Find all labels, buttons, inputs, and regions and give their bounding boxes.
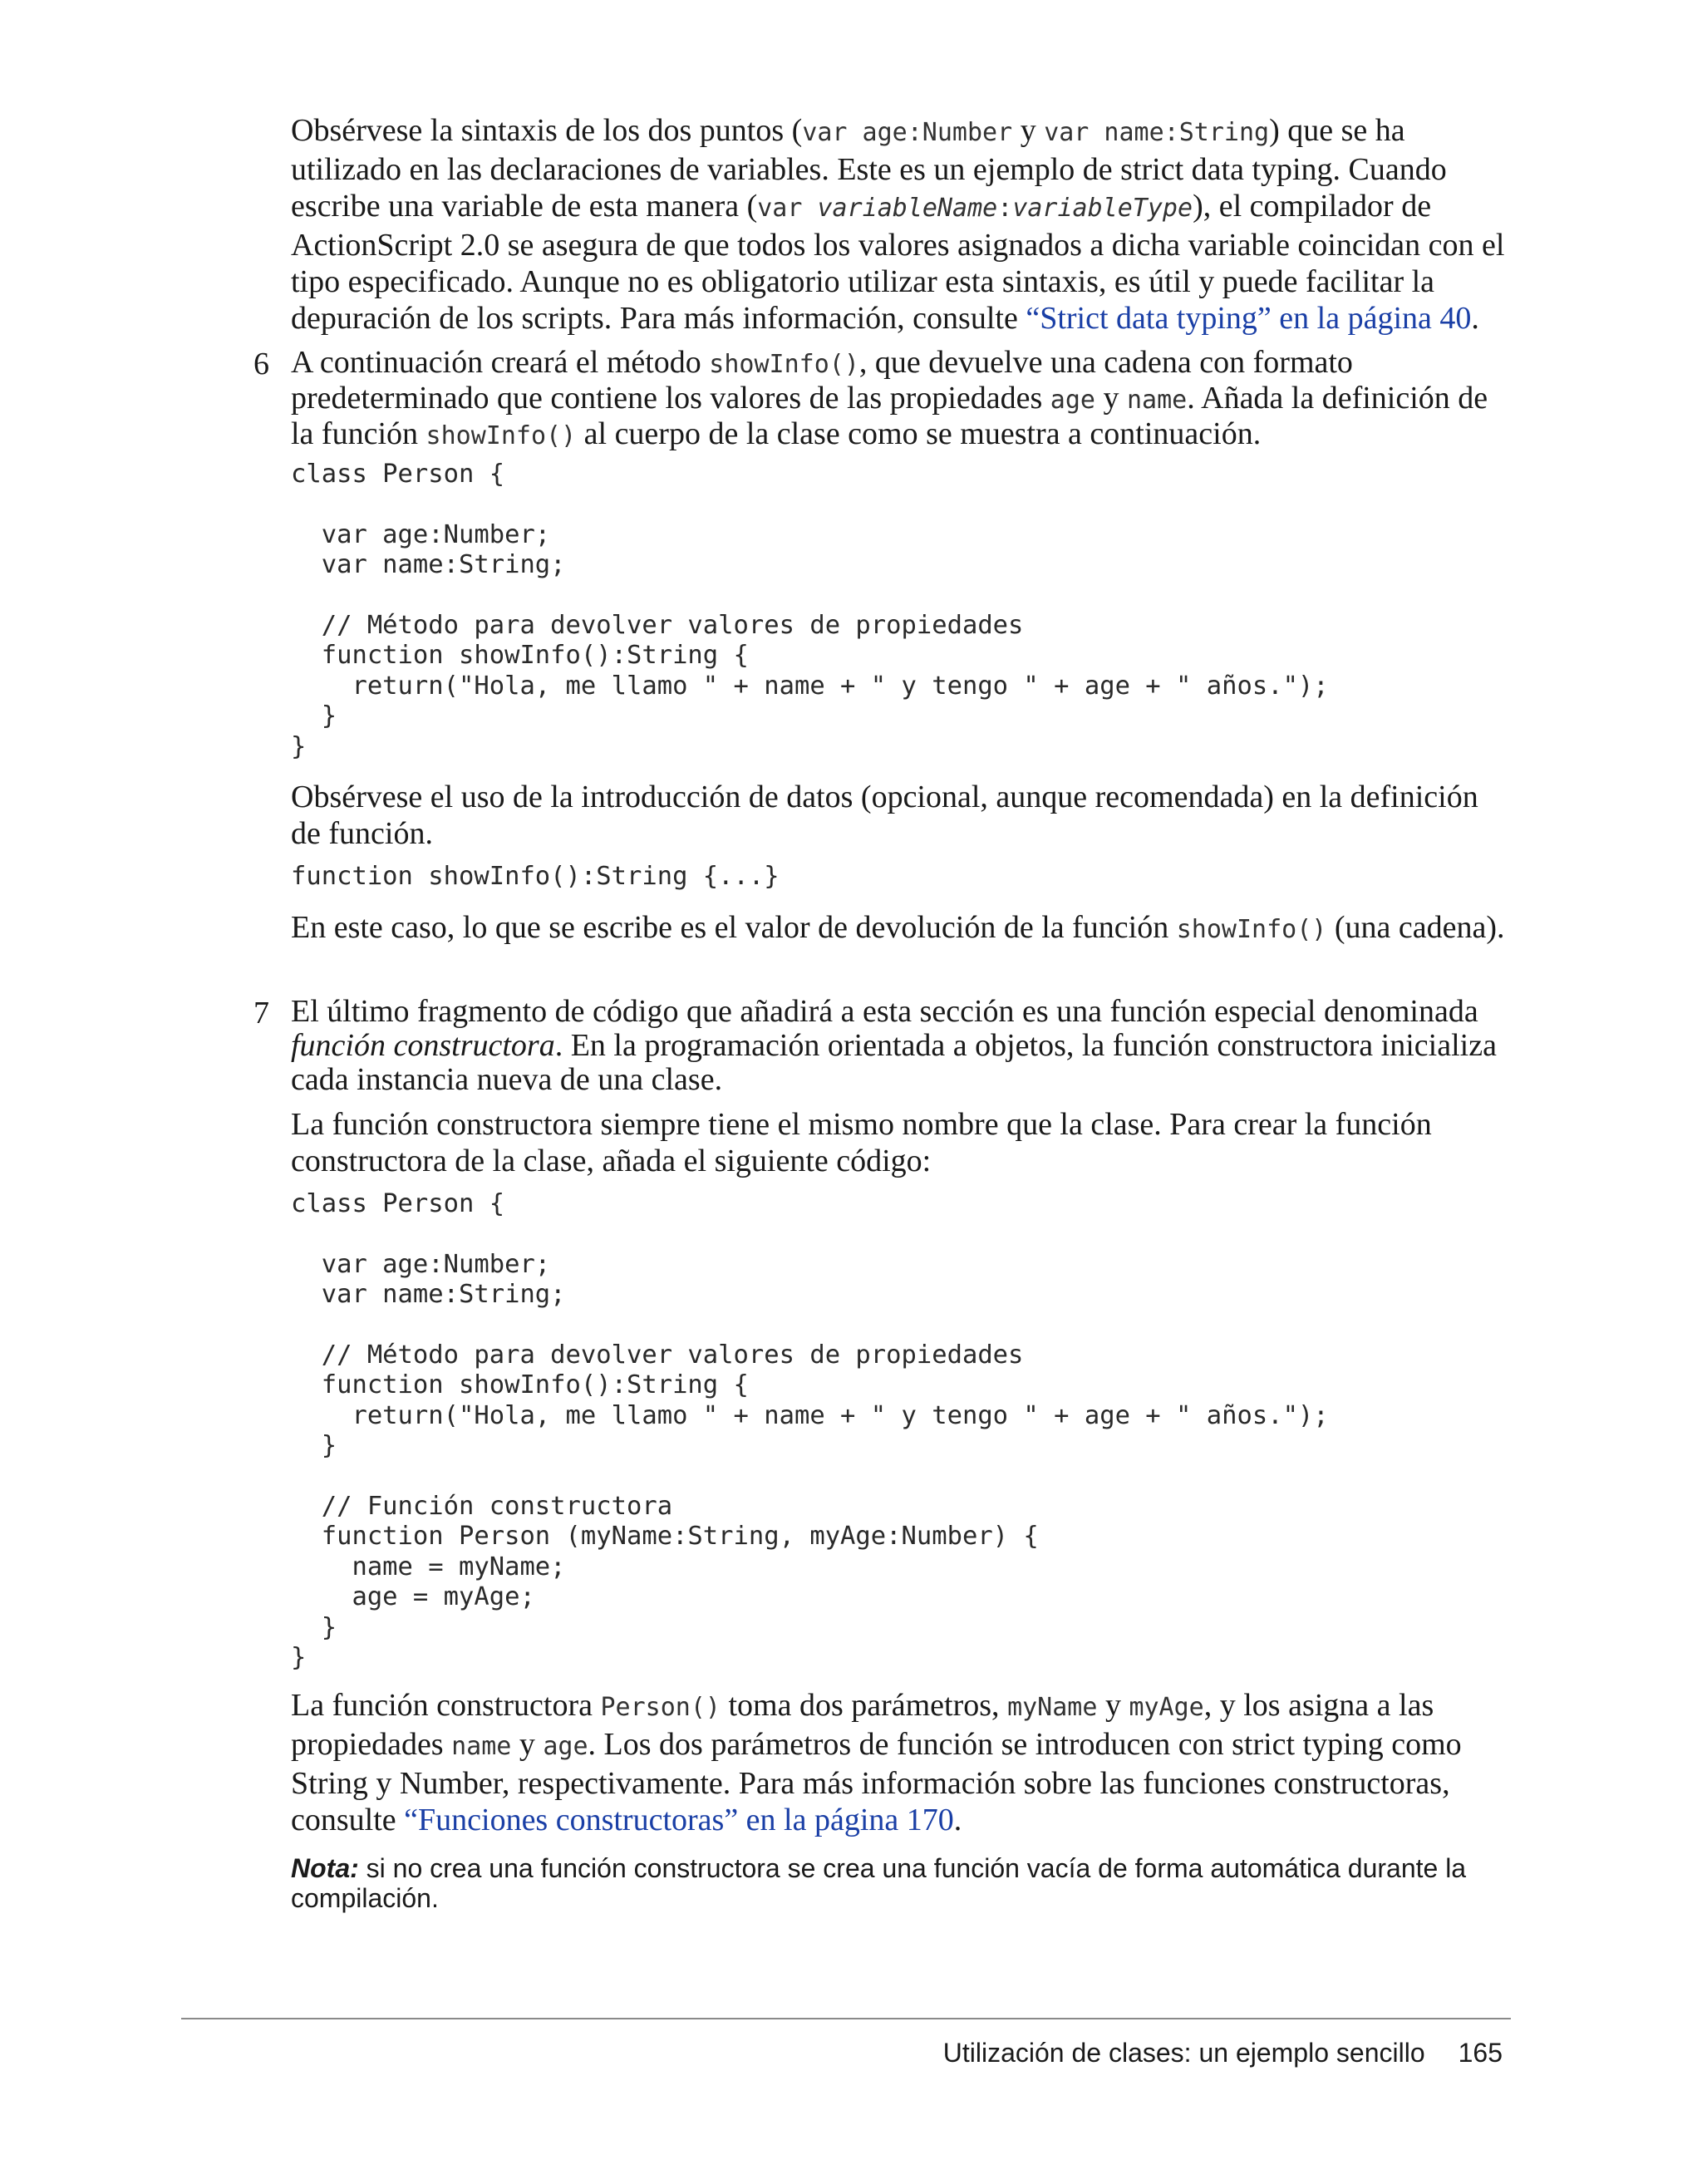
text: toma dos parámetros, bbox=[720, 1688, 1008, 1723]
inline-code: var name:String bbox=[1044, 118, 1270, 147]
footer-title: Utilización de clases: un ejemplo sencillo bbox=[942, 2038, 1425, 2068]
inline-code: name bbox=[451, 1732, 512, 1761]
text: y bbox=[1097, 1688, 1129, 1723]
paragraph-constructor-params bbox=[291, 1687, 1513, 1838]
note bbox=[291, 1853, 1513, 1913]
step-number: 7 bbox=[253, 996, 269, 1031]
inline-code: myName bbox=[1007, 1693, 1098, 1722]
emphasis: función constructora bbox=[291, 1028, 555, 1063]
text: . bbox=[1471, 301, 1479, 336]
inline-code: Person() bbox=[600, 1693, 721, 1722]
inline-code: showInfo() bbox=[426, 421, 577, 450]
page-number: 165 bbox=[1458, 2038, 1503, 2068]
text: . bbox=[953, 1803, 962, 1837]
inline-code: showInfo() bbox=[709, 350, 859, 379]
code-block-showinfo: class Person { var age:Number; var name:String; // Método para devolver valores de propiedades function showInfo():String { return("Hola, me llamo " + name + " y tengo " + age + " años."); } } bbox=[291, 460, 1329, 761]
paragraph-strict-typing bbox=[291, 112, 1513, 337]
code-block-constructor: class Person { var age:Number; var name:String; // Método para devolver valores de propiedades function showInfo():String { return("Hola, me llamo " + name + " y tengo " + age + " años."); } // Función constructora function Person (myName:String, myAge:Number) { name = myName; age = myAge; } } bbox=[291, 1189, 1329, 1673]
step-6-text bbox=[291, 346, 1513, 453]
text: al cuerpo de la clase como se muestra a continuación. bbox=[576, 416, 1262, 451]
inline-code: var age:Number bbox=[802, 118, 1013, 147]
text: , y los asigna a las propiedades bbox=[291, 1688, 1434, 1762]
link-funciones-constructoras[interactable]: “Funciones constructoras” en la página 170 bbox=[404, 1803, 954, 1837]
step-7-text bbox=[291, 995, 1513, 1097]
inline-code: age bbox=[1050, 386, 1095, 415]
code-line-function-signature: function showInfo():String {...} bbox=[291, 862, 780, 891]
text: La función constructora bbox=[291, 1688, 601, 1723]
text: Obsérvese la sintaxis de los dos puntos ( bbox=[291, 113, 803, 148]
note-text: si no crea una función constructora se crea una función vacía de forma automática durante la compilación. bbox=[291, 1853, 1467, 1913]
footer-divider bbox=[181, 2018, 1511, 2019]
step-number: 6 bbox=[253, 347, 269, 381]
paragraph-constructor-intro: La función constructora siempre tiene el mismo nombre que la clase. Para crear la función constructora de la clase, añada el siguiente código: bbox=[291, 1107, 1432, 1178]
paragraph-data-typing: Obsérvese el uso de la introducción de datos (opcional, aunque recomendada) en la definición de función. bbox=[291, 780, 1478, 851]
inline-code: : bbox=[997, 194, 1013, 223]
text: En este caso, lo que se escribe es el valor de devolución de la función bbox=[291, 910, 1177, 945]
inline-code: variableName bbox=[817, 194, 998, 223]
text: ), el compilador de ActionScript 2.0 se asegura de que todos los valores asignados a dicha variable coincidan con el tipo especificado. Aunque no es obligatorio utilizar esta sintaxis, es útil y puede facilitar la depuración de los scripts. Para más información, consulte bbox=[291, 189, 1505, 336]
text: . Los dos parámetros de función se introducen con strict typing como String y Number, respectivamente. Para más información sobre las funciones constructoras, consulte bbox=[291, 1727, 1462, 1837]
inline-code: showInfo() bbox=[1176, 915, 1327, 944]
text: A continuación creará el método bbox=[291, 345, 710, 380]
inline-code: variableType bbox=[1012, 194, 1193, 223]
page-footer bbox=[943, 2038, 1503, 2068]
note-label: Nota: bbox=[291, 1853, 359, 1883]
text: . En la programación orientada a objetos, la función constructora inicializa cada instancia nueva de una clase. bbox=[291, 1028, 1497, 1097]
inline-code: var bbox=[757, 194, 818, 223]
inline-code: age bbox=[543, 1732, 588, 1761]
text: El último fragmento de código que añadirá a esta sección es una función especial denominada bbox=[291, 994, 1478, 1029]
inline-code: name bbox=[1126, 386, 1188, 415]
text: , que devuelve una cadena con formato predeterminado que contiene los valores de las propiedades bbox=[291, 345, 1353, 416]
text: ) que se ha utilizado en las declaraciones de variables. Este es un ejemplo de strict data typing. Cuando escribe una variable de esta manera ( bbox=[291, 113, 1447, 224]
text: (una cadena). bbox=[1326, 910, 1505, 945]
paragraph-return-value bbox=[291, 909, 1513, 948]
text: y bbox=[511, 1727, 544, 1762]
text: y bbox=[1094, 381, 1127, 416]
text: y bbox=[1012, 113, 1045, 148]
link-strict-data-typing[interactable]: “Strict data typing” en la página 40 bbox=[1026, 301, 1472, 336]
text: . Añada la definición de la función bbox=[291, 381, 1488, 451]
inline-code: myAge bbox=[1129, 1693, 1204, 1722]
